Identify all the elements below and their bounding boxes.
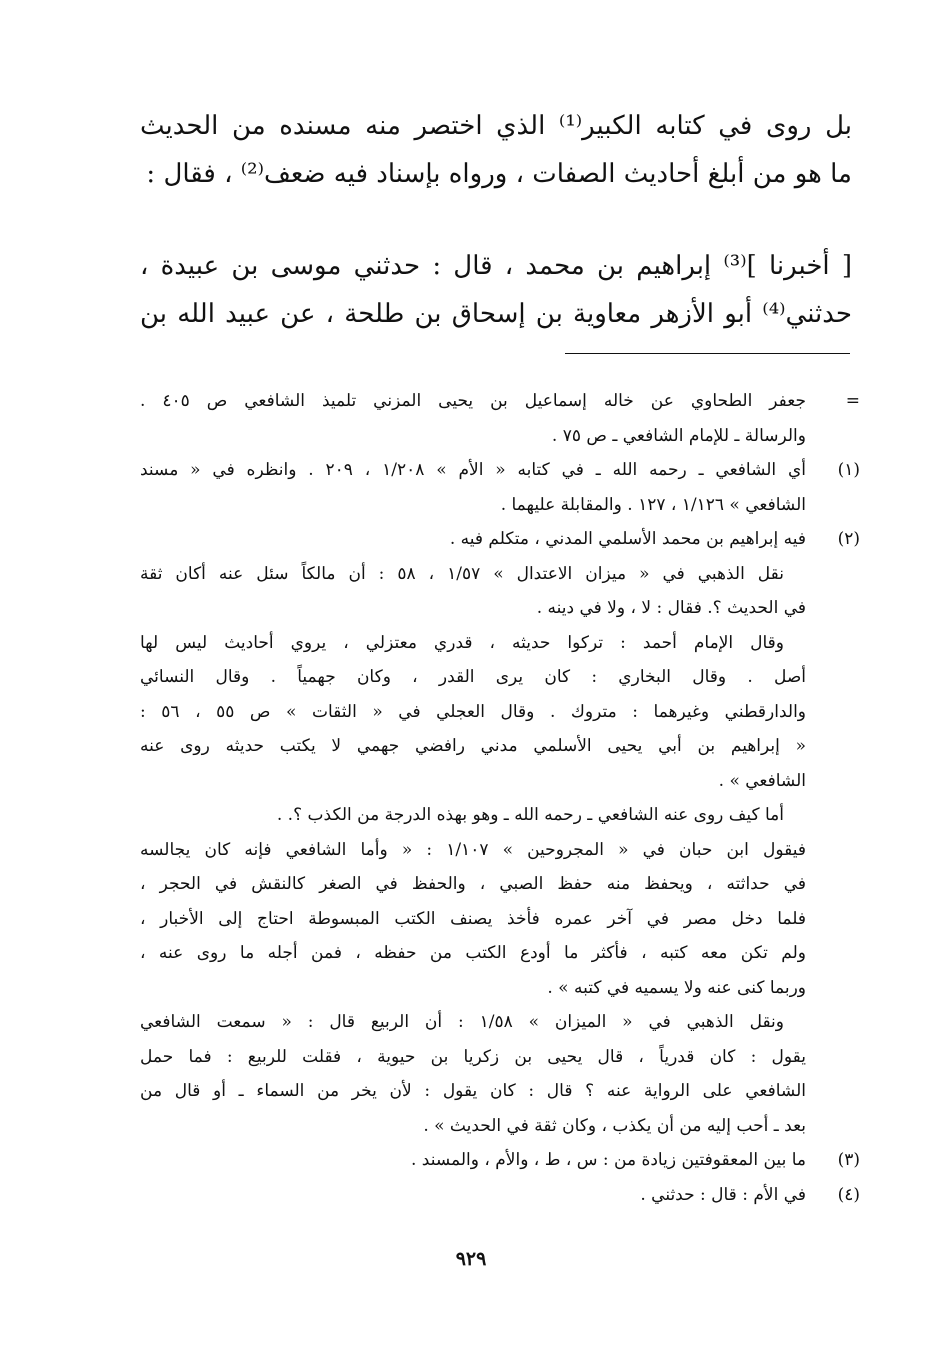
footnote-line: نقل الذهبي في « ميزان الاعتدال » ١/٥٧ ، ٥٨ : أن مالكاً سئل عنه أكان ثقة [140,563,785,584]
footnote-line: في الأم : قال : حدثني . [640,1184,806,1205]
footnote-marker: (١) [837,460,860,480]
footnote-line: فيقول ابن حبان في « المجروحين » ١/١٠٧ : « وأما الشافعي فإنه كان يجالسه [140,839,806,860]
main-line: حدثني⁽⁴⁾ أبو الأزهر معاوية بن إسحاق بن طلحة ، عن عبيد الله بن [140,299,852,329]
footnote-line: وربما كنى عنه ولا يسميه في كتبه » . [547,977,806,998]
main-line: [ أخبرنا ]⁽³⁾ إبراهيم بن محمد ، قال : حدثني موسى بن عبيدة ، [140,251,852,281]
footnote-4 [140,1178,860,1213]
footnote-marker: (٢) [837,529,860,549]
footnote-line: والدارقطني وغيرهما : متروك . وقال العجلي في « الثقات » ص ٥٥ ، ٥٦ : [140,701,806,722]
footnote-separator [565,353,850,354]
main-line: ما هو من أبلغ أحاديث الصفات ، ورواه بإسناد فيه ضعف⁽²⁾ ، فقال : [146,159,852,189]
main-line: بل روى في كتابه الكبير⁽¹⁾ الذي اختصر منه مسنده من الحديث [140,111,852,141]
footnote-line: يقول : كان قدرياً ، قال يحيى بن زكريا بن حيوية ، فقلت للربيع : فما حمل [140,1046,806,1067]
footnote-line: جعفر الطحاوي عن خاله إسماعيل بن يحيى المزني تلميذ الشافعي ص ٤٠٥ . [140,391,806,411]
footnote-3 [140,1143,860,1178]
footnote-line: ولم تكن معه كتبه ، فأكثر ما أودع الكتب من حفظه ، فمن أجله ما روى عنه ، [140,943,806,963]
footnote-line: فلما دخل مصر في آخر عمره فأخذ يصنف الكتب المبسوطة احتاج إلى الأخبار ، [140,908,806,929]
footnote-line: الشافعي » . [718,770,806,791]
footnote-line: أما كيف روى عنه الشافعي ـ رحمه الله ـ وهو بهذه الدرجة من الكذب ؟. . [276,805,784,825]
footnote-marker: = [845,391,860,411]
page-number: ٩٢٩ [455,1248,487,1270]
footnote-1 [140,453,860,522]
footnote-line: أصل . وقال البخاري : كان يرى القدر ، وكان جهمياً . وقال النسائي [140,667,806,687]
footnote-line: ما بين المعقوفتين زيادة من : س ، ط ، والأم ، والمسند . [410,1150,806,1170]
footnote-line: فيه إبراهيم بن محمد الأسلمي المدني ، متكلم فيه . [449,529,806,549]
footnote-line: بعد ـ أحب إليه من أن يكذب ، وكان ثقة في الحديث » . [423,1115,806,1136]
footnote-marker: (٤) [837,1184,860,1205]
footnote-2 [140,522,860,1143]
footnote-line: الشافعي » ١/١٢٦ ، ١٢٧ . والمقابلة عليهما . [500,494,806,515]
footnote-continuation [140,384,860,453]
footnote-line: الشافعي على الرواية عنه ؟ قال : كان يقول : لأن يخر من السماء ـ أو قال من [140,1081,806,1101]
footnotes [140,384,860,1212]
main-paragraph-2 [140,242,852,338]
footnote-line: « إبراهيم بن أبي يحيى الأسلمي مدني رافضي جهمي لا يكتب حديثه روى عنه [140,736,806,756]
footnote-marker: (٣) [837,1150,860,1170]
footnote-line: والرسالة ـ للإمام الشافعي ـ ص ٧٥ . [551,425,806,446]
footnote-line: وقال الإمام أحمد : تركوا حديثه ، قدري معتزلي ، يروي أحاديث ليس لها [140,632,784,653]
footnote-line: في حداثته ، ويحفظ منه حفظ الصبي ، والحفظ في الصغر كالنقش في الحجر ، [140,874,806,894]
footnote-line: ونقل الذهبي في « الميزان » ١/٥٨ : أن الربيع قال : « سمعت الشافعي [140,1012,784,1032]
main-paragraph-1 [140,102,852,198]
footnote-line: أي الشافعي ـ رحمه الله ـ في كتابه « الأم » ١/٢٠٨ ، ٢٠٩ . وانظره في « مسند [140,460,807,480]
footnote-line: في الحديث ؟. فقال : لا ، ولا في دينه . [536,598,806,618]
